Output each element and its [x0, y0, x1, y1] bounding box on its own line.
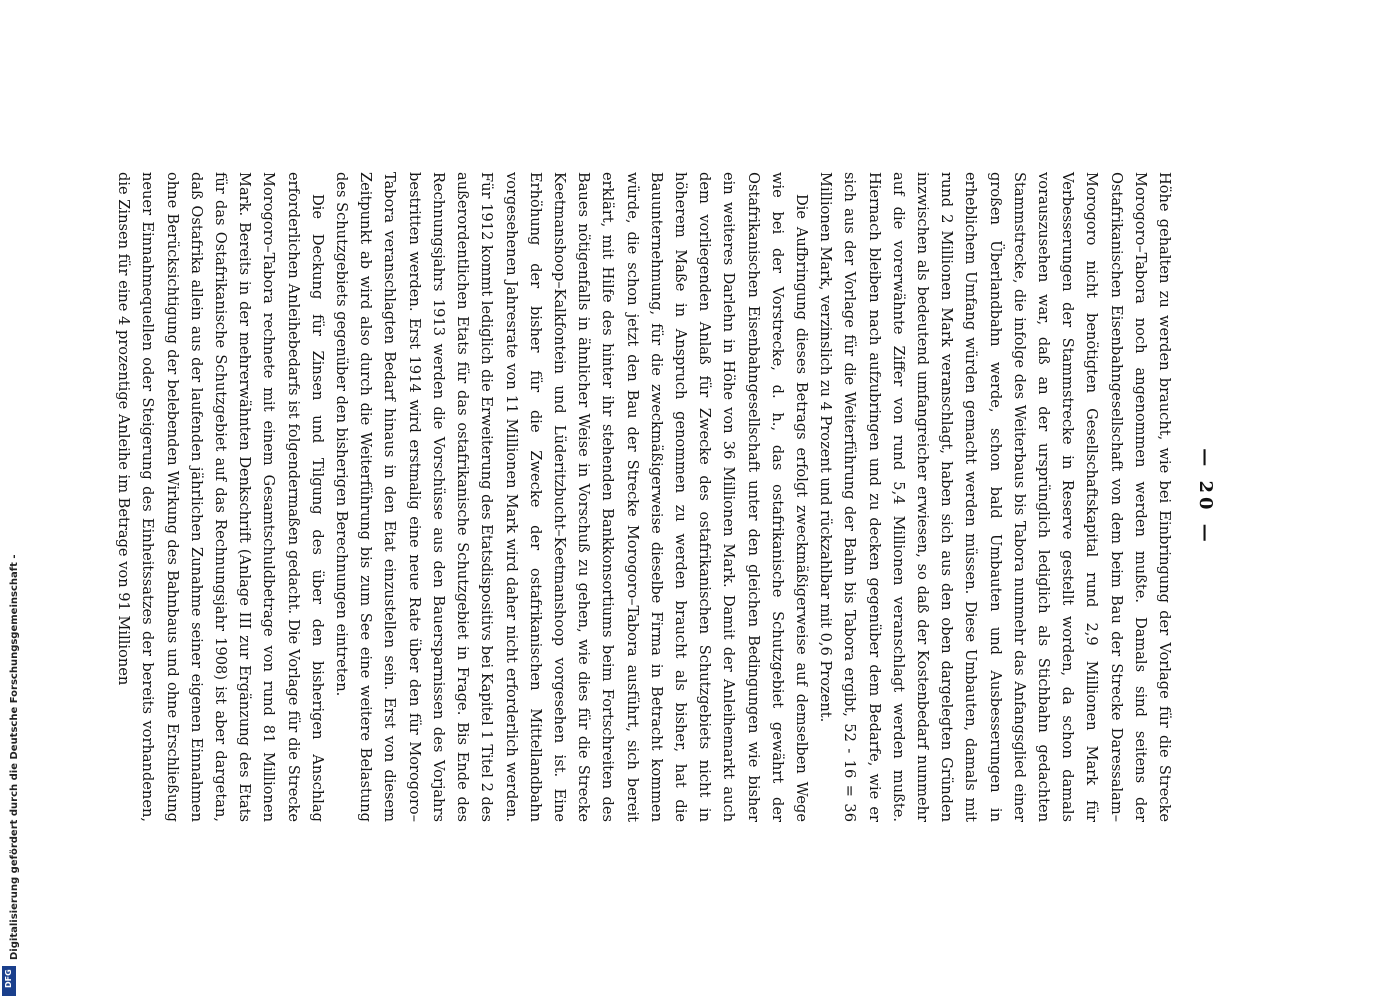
- paragraph: Höhe gehalten zu werden braucht, wie bei Einbringung der Vorlage für die Strecke Morogoro–Tabora noch angenommen werden mußte. Damals sind seitens der Ostafrikanischen Eisenbahngesellschaft von dem beim Bau der Strecke Daressalam–Morogoro nicht benötigten Gesellschaftskapital rund 2,9 Millionen Mark für Verbesserungen der Stammstrecke in Reserve gestellt worden, da schon damals vorauszusehen war, daß an der ursprünglich lediglich als Stichbahn gedachten Stammstrecke, die infolge des Weiterbaus bis Tabora nunmehr das Anfangsglied einer großen Überlandbahn werde, schon bald Umbauten und Ausbesserungen in erheblichem Umfang würden gemacht werden müssen. Diese Umbauten, damals mit rund 2 Millionen Mark veranschlagt, haben sich aus den oben dargelegten Gründen inzwischen als bedeutend umfangreicher erwiesen, so daß der Kostenbedarf nunmehr auf die vorerwähnte Ziffer von rund 5,4 Millionen veranschlagt werden mußte. Hiernach bleiben nach aufzubringen und zu decken gegenüber dem Bedarfe, wie er sich aus der Vorlage für die Weiterführung der Bahn bis Tabora ergibt, 52 - 16 = 36 Millionen Mark, verzinslich zu 4 Prozent und rückzahlbar mit 0,6 Prozent.: [817, 172, 1173, 822]
- dfg-logo: [2, 966, 16, 996]
- page-number: — 20 —: [1195, 448, 1216, 546]
- paragraph: Die Aufbringung dieses Betrags erfolgt zweckmäßigerweise auf demselben Wege wie bei der Vorstrecke, d. h., das ostafrikanische Schutzgebiet gewährt der Ostafrikanischen Eisenbahngesellschaft unter den gleichen Bedingungen wie bisher ein weiteres Darlehn in Höhe von 36 Millionen Mark. Damit der Anleihemarkt auch dem vorliegenden Anlaß für Zwecke des ostafrikanischen Schutzgebiets nicht in höherem Maße in Anspruch genommen zu werden braucht als bisher, hat die Bauunternehmung, für die zweckmäßigerweise dieselbe Firma in Betracht kommen würde, die schon jetzt den Bau der Strecke Morogoro–Tabora ausführt, sich bereit erklärt, mit Hilfe des hinter ihr stehenden Bankkonsortiums beim Fortschreiten des Baues nötigenfalls in ähnlicher Weise in Vorschuß zu gehen, wie dies für die Strecke Keetmanshoop–Kalkfontein und Lüderitzbucht–Keetmanshoop vorgesehen ist. Eine Erhöhung der bisher für die Zwecke der ostafrikanischen Mittellandbahn vorgesehenen Jahresrate von 11 Millionen Mark wird daher nicht erforderlich werden. Für 1912 kommt lediglich die Erweiterung des Etatsdispositivs bei Kapitel 1 Titel 2 des außerordentlichen Etats für das ostafrikanische Schutzgebiet in Frage. Bis Ende des Rechnungsjahrs 1913 werden die Vorschüsse aus den Bauersparnissen des Vorjahrs bestritten werden. Erst 1914 wird erstmalig eine neue Rate über den für Morogoro–Tabora veranschlagten Bedarf hinaus in den Etat einzustellen sein. Erst von diesem Zeitpunkt ab wird also durch die Weiterführung bis zum See eine weitere Belastung des Schutzgebiets gegenüber den bisherigen Berechnungen eintreten.: [333, 172, 810, 822]
- scanned-page: [115, 172, 1222, 822]
- paragraph: Die Deckung für Zinsen und Tilgung des über den bisherigen Anschlag erforderlichen Anleihebedarfs ist folgendermaßen gedacht. Die Vorlage für die Strecke Morogoro–Tabora rechnete mit einem Gesamtschuldbetrage von rund 81 Millionen Mark. Bereits in der mehrerwähnten Denkschrift (Anlage III zur Ergänzung des Etats für das Ostafrikanische Schutzgebiet auf das Rechnungsjahr 1908) ist aber dargetan, daß Ostafrika allein aus der laufenden jährlichen Zunahme seiner eigenen Einnahmen ohne Berücksichtigung der belebenden Wirkung des Bahnbaus und ohne Erschließung neuer Einnahmequellen oder Steigerung des Einheitssatzes der bereits vorhandenen, die Zinsen für eine 4 prozentige Anleihe im Betrage von 91 Millionen: [115, 172, 326, 822]
- body-text: [111, 172, 1176, 822]
- dfg-logo-text: DFG: [4, 969, 13, 988]
- digitization-watermark: [0, 0, 18, 1000]
- watermark-text: Digitalisierung gefördert durch die Deutsche Forschungsgemeinschaft -: [9, 554, 20, 960]
- page-content: [115, 172, 1222, 822]
